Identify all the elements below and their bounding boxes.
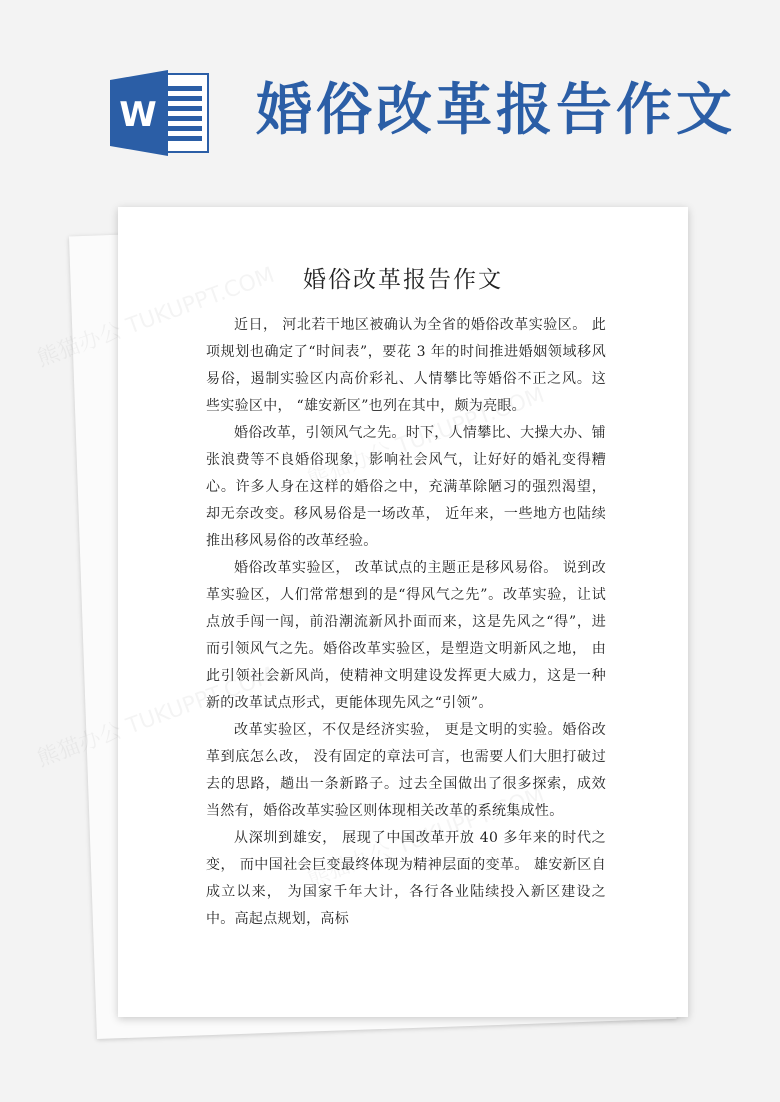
banner-title: 婚俗改革报告作文: [256, 78, 736, 143]
paragraph: 婚俗改革实验区， 改革试点的主题正是移风易俗。 说到改革实验区，人们常常想到的是“得风气之先”。改革实验，让试点放手闯一闯，前沿潮流新风扑面而来，这是先风之“得”，进而引领风气之先。婚俗改革实验区，是塑造文明新风之地， 由此引领社会新风尚，使精神文明建设发挥更大威力，这是一种新的改革试点形式，更能体现先风之“引领”。: [206, 560, 606, 711]
paragraph: 近日， 河北若干地区被确认为全省的婚俗改革实验区。 此项规划也确定了“时间表”，要花 3 年的时间推进婚姻领域移风易俗，遏制实验区内高价彩礼、人情攀比等婚俗不正之风。这些实验区中， “雄安新区”也列在其中，颇为亮眼。: [206, 317, 606, 414]
document-body: [206, 312, 606, 933]
document-title: 婚俗改革报告作文: [303, 267, 503, 293]
paragraph: 从深圳到雄安， 展现了中国改革开放 40 多年来的时代之变， 而中国社会巨变最终体现为精神层面的变革。 雄安新区自成立以来， 为国家千年大计，各行各业陆续投入新区建设之中。高起点规划，高标: [206, 830, 606, 927]
paragraph: 婚俗改革，引领风气之先。时下，人情攀比、大操大办、铺张浪费等不良婚俗现象，影响社会风气，让好好的婚礼变得糟心。许多人身在这样的婚俗之中，充满革除陋习的强烈渴望，却无奈改变。移风易俗是一场改革， 近年来，一些地方也陆续推出移风易俗的改革经验。: [206, 425, 606, 549]
word-icon-letter: W: [119, 95, 157, 135]
word-document-icon: [110, 70, 210, 156]
document-page: [118, 207, 688, 1017]
paragraph: 改革实验区，不仅是经济实验， 更是文明的实验。婚俗改革到底怎么改， 没有固定的章法可言，也需要人们大胆打破过去的思路，趟出一条新路子。过去全国做出了很多探索，成效当然有，婚俗改革实验区则体现相关改革的系统集成性。: [206, 722, 606, 819]
header-banner: [0, 0, 780, 200]
